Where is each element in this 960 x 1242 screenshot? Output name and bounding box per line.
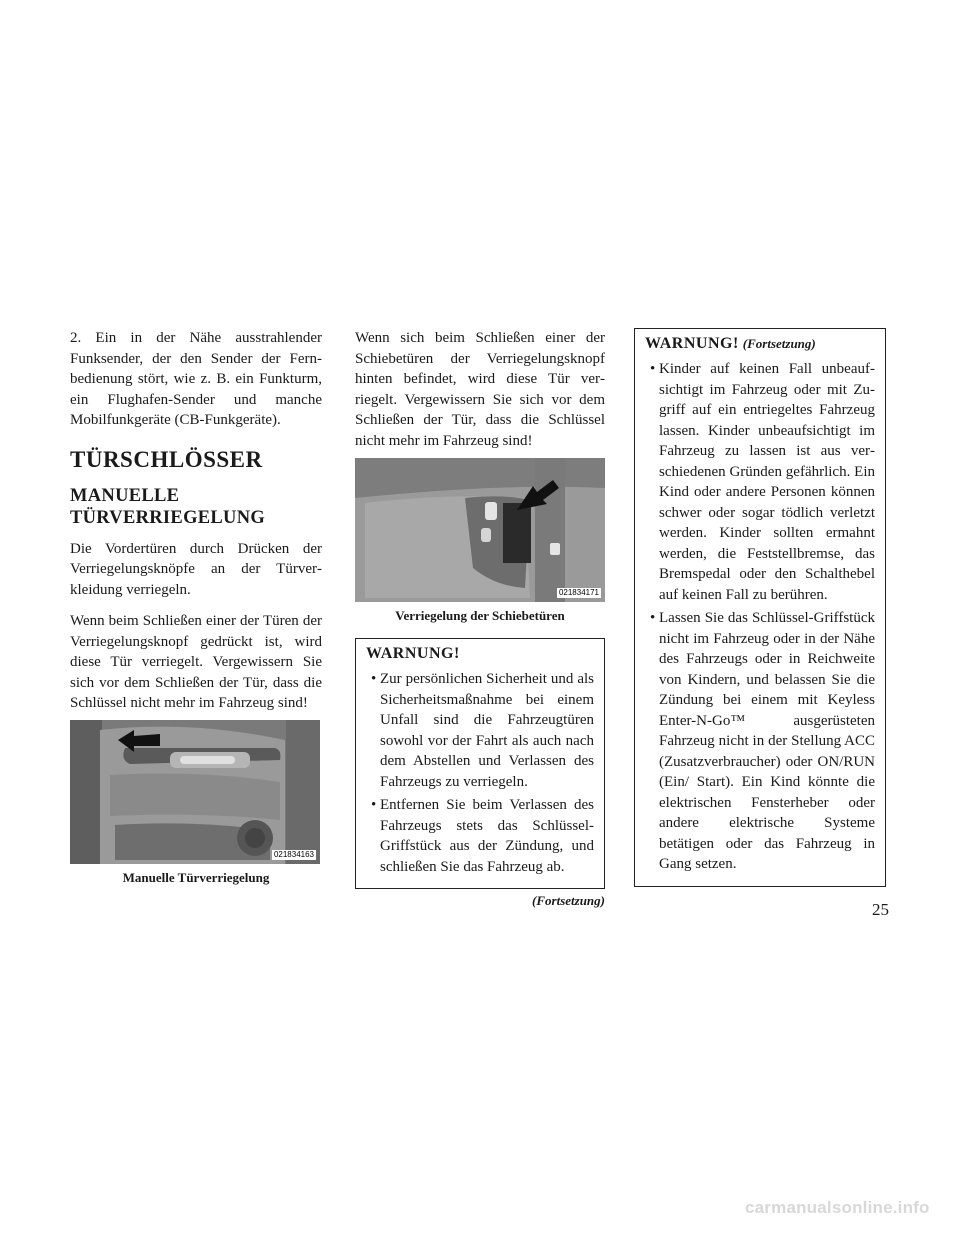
intro-paragraph: 2. Ein in der Nähe ausstrahlender Funksender, der den Sender der Fernbedienung stört, wie z. B. ein Funkturm, ein Flughafen-Sender und manche Mobilfunkgeräte (CB-Funkgeräte). (70, 330, 322, 428)
sliding-door-illustration (355, 458, 605, 602)
paragraph-door-lock: Wenn beim Schließen einer der Türen der Verriegelungsknopf gedrückt ist, wird diese Tür verriegelt. Vergewissern Sie sich vor dem Schließen der Tür, dass die Schlüssel nicht mehr im Fahrzeug sind! (70, 613, 322, 711)
manual-door-lock-photo (70, 720, 320, 864)
warning-title: WARNUNG! (366, 645, 460, 662)
column-middle (355, 328, 605, 909)
warning-title (645, 335, 875, 353)
warning-box-continued (634, 328, 886, 887)
warning-item: • Lassen Sie das Schlüssel-Griffstück nicht im Fahrzeug oder in der Nähe des Fahrzeugs oder in Reichweite von Kindern, und belassen Sie die Zündung bei einem mit Keyless Enter-N-Go™ ausgerüsteten Fahrzeug nicht in der Stellung ACC (Zusatzverbraucher) oder ON/RUN (Ein/ Start). Ein Kind könnte die elektrischen Fensterheber oder andere elektrische Systeme betätigen oder das Fahrzeug in Gang setzen. (645, 608, 875, 875)
figure-code: 021834171 (558, 588, 599, 597)
warning-list (366, 669, 594, 877)
figure-code: 021834163 (273, 849, 314, 859)
warning-list (645, 359, 875, 875)
page-number: 25 (872, 900, 889, 919)
figure-caption: Manuelle Türverriegelung (122, 869, 270, 885)
sliding-door-lock-photo (355, 458, 605, 602)
warning-item: • Zur persönlichen Sicherheit und als Sicherheitsmaßnahme bei einem Unfall sind die Fahrzeugtüren sowohl vor der Fahrt als auch nach dem Abstellen und Verlassen des Fahrzeugs zu verriegeln. (366, 669, 594, 792)
warning-item: • Kinder auf keinen Fall unbeaufsichtigt im Fahrzeug oder mit Zugriff auf ein entriegeltes Fahrzeug lassen. Kinder unbeaufsichtigt im Fahrzeug zu lassen ist aus verschiedenen Gründen gefährlich. Ein Kind oder andere Personen können schwer oder sogar tödlich verletzt werden. Kinder sollten ermahnt werden, die Feststellbremse, das Bremspedal oder den Schalthebel auf keinen Fall zu berühren. (645, 359, 875, 605)
warning-box (355, 638, 605, 889)
column-right (634, 328, 886, 887)
warning-subtitle: (Fortsetzung) (742, 336, 816, 351)
footer-watermark: carmanualsonline.info (745, 1198, 930, 1217)
subsection-heading: MANUELLE TÜRVERRIEGELUNG (70, 485, 266, 528)
paragraph-front-doors: Die Vordertüren durch Drücken der Verriegelungsknöpfe an der Türverkleidung verriegeln. (70, 540, 322, 598)
paragraph-sliding-doors: Wenn sich beim Schließen einer der Schiebetüren der Verriegelungsknopf hinten befindet, wird diese Tür verriegelt. Vergewissern Sie sich vor dem Schließen der Tür, dass die Schlüssel nicht mehr im Fahrzeug sind! (355, 330, 605, 449)
column-left (70, 328, 322, 886)
figure-caption: Verriegelung der Schiebetüren (395, 608, 565, 623)
warning-title-text: WARNUNG! (645, 335, 739, 352)
continued-note: (Fortsetzung) (532, 893, 605, 908)
warning-item: • Entfernen Sie beim Verlassen des Fahrzeugs stets das Schlüssel-Griffstück aus der Zündung, und schließen Sie das Fahrzeug ab. (366, 795, 594, 877)
section-heading: TÜRSCHLÖSSER (70, 446, 263, 472)
door-panel-illustration (70, 720, 320, 864)
